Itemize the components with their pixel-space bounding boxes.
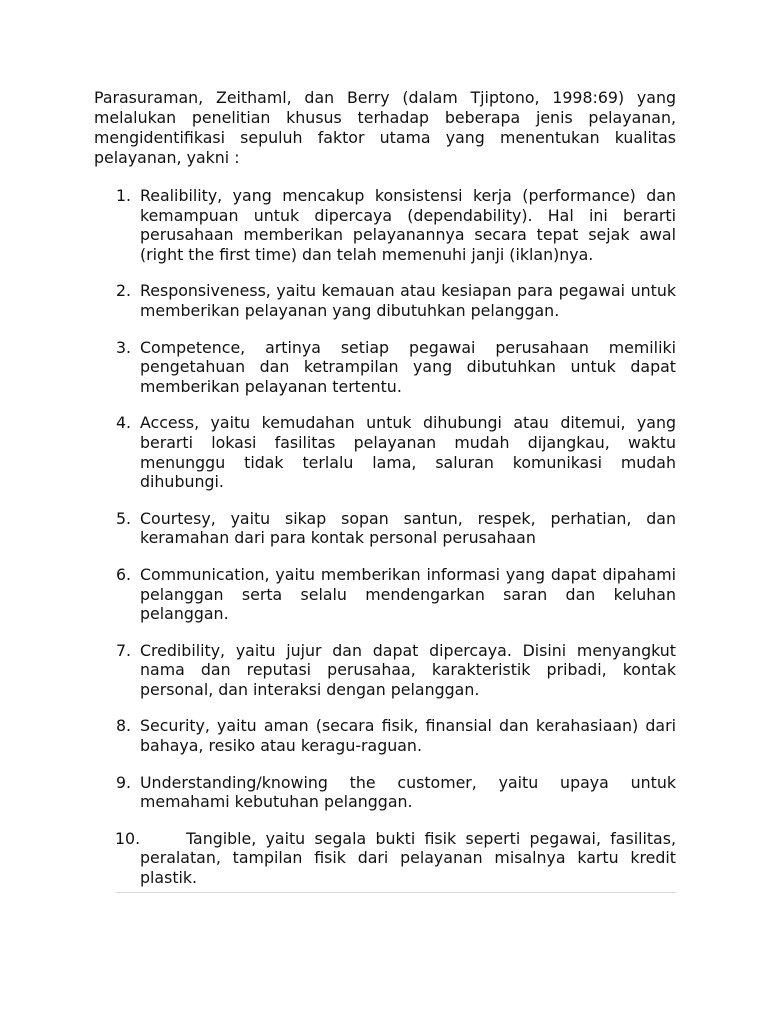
bottom-divider — [116, 892, 676, 893]
list-item — [94, 186, 676, 264]
list-item-number: 4. — [116, 413, 132, 433]
list-item — [94, 773, 676, 812]
quality-factors-list — [94, 186, 676, 888]
list-item-number: 1. — [116, 186, 132, 205]
list-item-number: 2. — [116, 281, 132, 301]
list-item-number: 7. — [116, 640, 132, 660]
list-item-text: Understanding/knowing the customer, yaitu upaya untuk memahami kebutuhan pelanggan. — [140, 772, 676, 812]
document-page — [94, 88, 676, 893]
list-item — [94, 565, 676, 624]
list-item-number: 8. — [116, 716, 132, 736]
list-item-text: Responsiveness, yaitu kemauan atau kesiapan para pegawai untuk memberikan pelayanan yang dibutuhkan pelanggan. — [140, 281, 676, 320]
list-item — [94, 413, 676, 491]
list-item-text: Communication, yaitu memberikan informasi yang dapat dipahami pelanggan serta selalu mendengarkan saran dan keluhan pelanggan. — [140, 564, 676, 624]
list-item — [94, 716, 676, 755]
list-item-text: Competence, artinya setiap pegawai perusahaan memiliki pengetahuan dan ketrampilan yang dibutuhkan untuk dapat memberikan pelayanan tertentu. — [140, 337, 676, 396]
list-item-number: 6. — [116, 564, 132, 584]
list-item — [94, 829, 676, 888]
list-item-number: 5. — [116, 508, 132, 528]
list-item-text: Courtesy, yaitu sikap sopan santun, respek, perhatian, dan keramahan dari para kontak personal perusahaan — [140, 508, 676, 548]
list-item-text: Tangible, yaitu segala bukti fisik seperti pegawai, fasilitas, peralatan, tampilan fisik dari pelayanan misalnya kartu kredit plastik. — [140, 828, 676, 888]
list-item-text: Credibility, yaitu jujur dan dapat dipercaya. Disini menyangkut nama dan reputasi perusahaa, karakteristik pribadi, kontak personal, dan interaksi dengan pelanggan. — [140, 640, 676, 699]
list-item — [94, 641, 676, 700]
list-item-text: Realibility, yang mencakup konsistensi kerja (performance) dan kemampuan untuk dipercaya (dependability). Hal ini berarti perusahaan memberikan pelayanannya secara tepat sejak awal (right the first time) dan telah memenuhi janji (iklan)nya. — [140, 186, 676, 264]
intro-paragraph: Parasuraman, Zeithaml, dan Berry (dalam Tjiptono, 1998:69) yang melalukan penelitian khusus terhadap beberapa jenis pelayanan, mengidentifikasi sepuluh faktor utama yang menentukan kualitas pelayanan, yakni : — [94, 88, 676, 167]
list-item-text: Security, yaitu aman (secara fisik, finansial dan kerahasiaan) dari bahaya, resiko atau keragu-raguan. — [140, 716, 676, 756]
list-item-number: 9. — [116, 772, 132, 792]
list-item-number: 3. — [116, 337, 132, 357]
list-item — [94, 338, 676, 397]
list-item-number: 10. — [115, 828, 141, 848]
list-item — [94, 509, 676, 548]
list-item-text: Access, yaitu kemudahan untuk dihubungi atau ditemui, yang berarti lokasi fasilitas pelayanan mudah dijangkau, waktu menunggu tidak terlalu lama, saluran komunikasi mudah dihubungi. — [140, 413, 676, 492]
list-item — [94, 281, 676, 320]
